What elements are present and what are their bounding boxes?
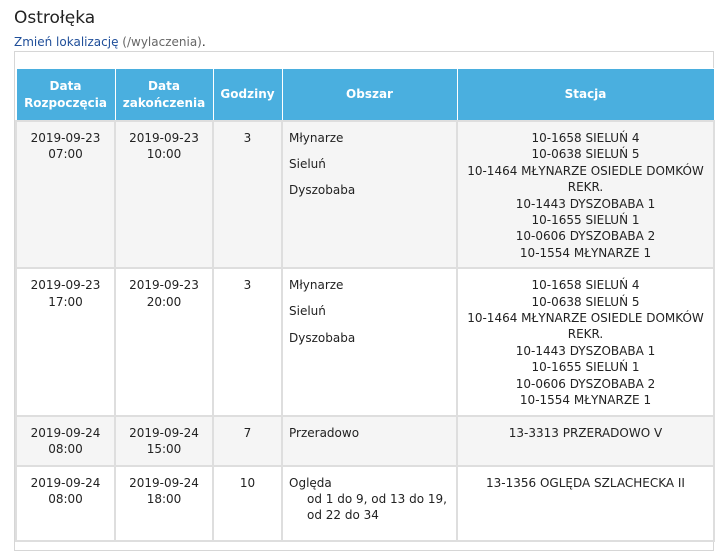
end-date-cell: 2019-09-23 20:00 (115, 268, 213, 415)
start-date-cell: 2019-09-23 17:00 (16, 268, 115, 415)
station-item: 10-1443 DYSZOBABA 1 (515, 196, 656, 211)
header-start-date: Data Rozpoczęcia (16, 69, 115, 122)
outages-path-text: (/wylaczenia) (122, 35, 202, 49)
area-name: Dyszobaba (289, 330, 356, 345)
header-area: Obszar (282, 69, 457, 122)
table-row (16, 268, 714, 415)
area-item (289, 425, 450, 441)
table-header-row (16, 69, 714, 122)
area-cell (282, 268, 457, 415)
hours-cell: 3 (213, 268, 282, 415)
station-item: 10-1655 SIELUŃ 1 (531, 213, 640, 228)
area-name: Dyszobaba (289, 183, 356, 198)
area-name: Przeradowo (289, 425, 360, 440)
area-item (289, 156, 450, 172)
station-item: 10-1464 MŁYNARZE OSIEDLE DOMKÓW REKR. (467, 163, 704, 195)
area-name: Sieluń (289, 304, 326, 319)
station-item: 10-1443 DYSZOBABA 1 (515, 343, 656, 358)
table-row (16, 121, 714, 268)
change-location-link[interactable]: Zmień lokalizację (14, 35, 119, 49)
header-end-date: Data zakończenia (115, 69, 213, 122)
location-line (14, 35, 206, 49)
station-cell (457, 121, 714, 268)
outages-panel (14, 51, 714, 551)
table-body (16, 121, 714, 541)
start-date-cell: 2019-09-24 08:00 (16, 416, 115, 466)
station-cell (457, 466, 714, 541)
period-text: . (201, 35, 206, 49)
area-cell (282, 416, 457, 466)
area-item (289, 130, 450, 146)
end-date-cell: 2019-09-24 18:00 (115, 466, 213, 541)
header-station: Stacja (457, 69, 714, 122)
area-name: Sieluń (289, 157, 326, 172)
area-item (289, 182, 450, 198)
page-title: Ostrołęka (14, 8, 96, 28)
area-name: Młynarze (289, 131, 344, 145)
station-cell (457, 416, 714, 466)
station-item: 10-0606 DYSZOBABA 2 (515, 376, 656, 391)
station-item: 10-1658 SIELUŃ 4 (531, 278, 640, 293)
area-item (289, 277, 450, 293)
end-date-cell: 2019-09-24 15:00 (115, 416, 213, 466)
station-item: 10-1658 SIELUŃ 4 (531, 131, 640, 145)
station-item: 10-1554 MŁYNARZE 1 (519, 245, 652, 260)
area-item (289, 330, 450, 346)
area-item (289, 303, 450, 319)
area-cell (282, 121, 457, 268)
area-item (289, 475, 450, 524)
start-date-cell: 2019-09-24 08:00 (16, 466, 115, 541)
station-item: 13-3313 PRZERADOWO V (508, 425, 663, 440)
start-date-cell: 2019-09-23 07:00 (16, 121, 115, 268)
table-row (16, 416, 714, 466)
table-row (16, 466, 714, 541)
hours-cell: 3 (213, 121, 282, 268)
station-item: 10-1554 MŁYNARZE 1 (519, 393, 652, 408)
header-hours: Godziny (213, 69, 282, 122)
station-item: 10-0638 SIELUŃ 5 (531, 294, 640, 309)
outages-table (15, 68, 715, 542)
station-item: 10-1655 SIELUŃ 1 (531, 360, 640, 375)
area-cell (282, 466, 457, 541)
hours-cell: 10 (213, 466, 282, 541)
area-detail: od 1 do 9, od 13 do 19, od 22 do 34 (307, 491, 447, 523)
station-item: 10-1464 MŁYNARZE OSIEDLE DOMKÓW REKR. (467, 311, 704, 342)
station-cell (457, 268, 714, 415)
station-item: 10-0638 SIELUŃ 5 (531, 147, 640, 162)
station-item: 13-1356 OGLĘDA SZLACHECKA II (486, 475, 685, 490)
hours-cell: 7 (213, 416, 282, 466)
area-name: Młynarze (289, 278, 344, 293)
station-item: 10-0606 DYSZOBABA 2 (515, 229, 656, 244)
end-date-cell: 2019-09-23 10:00 (115, 121, 213, 268)
area-name: Oględa (289, 475, 332, 490)
